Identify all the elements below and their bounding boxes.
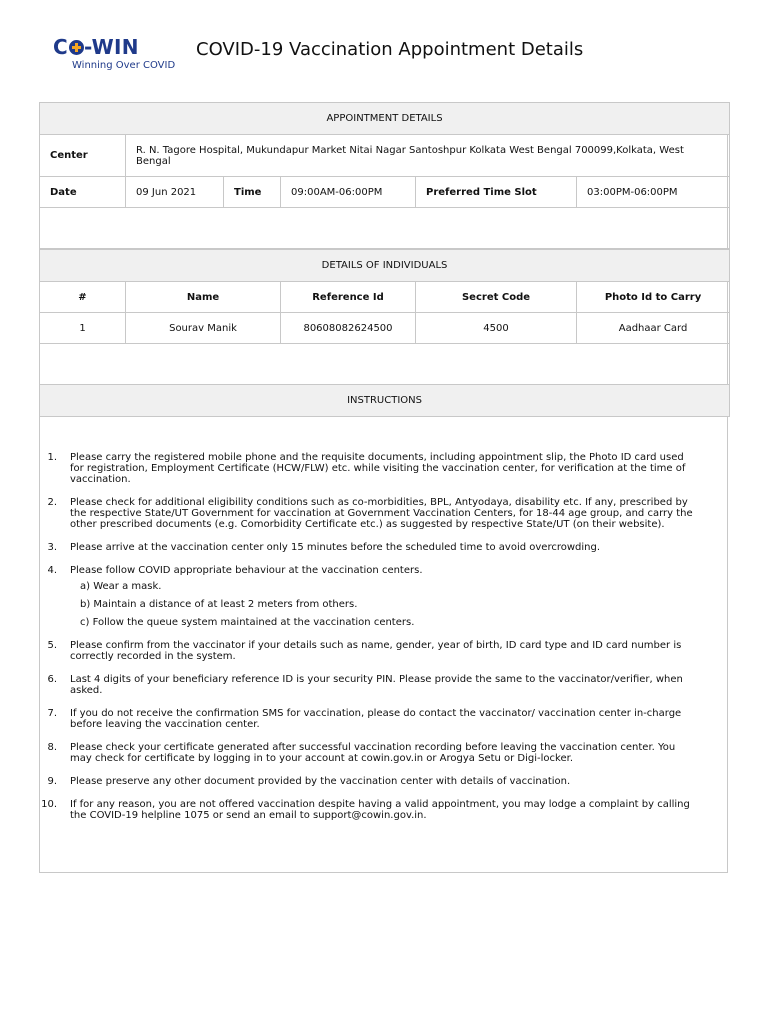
individuals-table <box>39 249 730 417</box>
sub-item: c) Follow the queue system maintained at the vaccination centers. <box>80 617 415 628</box>
list-item: 8. Please check your certificate generated after successful vaccination recording before leaving the vaccination center. You may check for certificate by logging in to your account at cowin.gov.in or Arogya Setu or Digi-locker. <box>47 742 676 764</box>
sub-item: a) Wear a mask. <box>80 581 162 592</box>
list-item: 7. If you do not receive the confirmation SMS for vaccination, please do contact the vaccinator/ vaccination center in-charge before leaving the vaccination center. <box>47 708 682 730</box>
time-label: Time <box>224 177 281 208</box>
list-item: 1. Please carry the registered mobile phone and the requisite documents, including appointment slip, the Photo ID card used for registration, Employment Certificate (HCW/FLW) etc. while visiting the vaccination center, for verification at the time of vaccination. <box>47 452 686 485</box>
col-header-name: Name <box>126 282 281 313</box>
page-title: COVID-19 Vaccination Appointment Details <box>196 39 584 60</box>
time-value: 09:00AM-06:00PM <box>281 177 416 208</box>
table-row <box>40 313 730 344</box>
col-header-reference-id: Reference Id <box>281 282 416 313</box>
date-label: Date <box>40 177 126 208</box>
plus-circle-icon <box>69 40 84 55</box>
individuals-section-title: DETAILS OF INDIVIDUALS <box>40 250 730 282</box>
instructions-list <box>39 452 729 833</box>
spacer-row <box>40 208 730 249</box>
row-reference-id: 80608082624500 <box>281 313 416 344</box>
logo-suffix: -WIN <box>83 35 139 59</box>
col-header-secret-code: Secret Code <box>416 282 577 313</box>
appointment-table <box>39 102 730 249</box>
col-header-photo-id: Photo Id to Carry <box>577 282 730 313</box>
date-value: 09 Jun 2021 <box>126 177 224 208</box>
row-number: 1 <box>40 313 126 344</box>
row-photo-id: Aadhaar Card <box>577 313 730 344</box>
row-secret-code: 4500 <box>416 313 577 344</box>
logo-wordmark <box>53 36 175 58</box>
list-item: 9. Please preserve any other document provided by the vaccination center with details of vaccination. <box>47 776 571 787</box>
col-header-number: # <box>40 282 126 313</box>
appointment-section-title: APPOINTMENT DETAILS <box>40 103 730 135</box>
cowin-logo <box>53 36 175 71</box>
instructions-section-title: INSTRUCTIONS <box>40 385 730 417</box>
logo-prefix: C <box>53 35 68 59</box>
list-item: 5. Please confirm from the vaccinator if your details such as name, gender, year of birth, ID card type and ID card number is correctly recorded in the system. <box>47 640 682 662</box>
slot-label: Preferred Time Slot <box>416 177 577 208</box>
logo-tagline: Winning Over COVID <box>72 60 176 71</box>
row-name: Sourav Manik <box>126 313 281 344</box>
center-label: Center <box>40 135 126 177</box>
list-item: 2. Please check for additional eligibility conditions such as co-morbidities, BPL, Antyodaya, disability etc. If any, prescribed by the respective State/UT Government for vaccination at Government Vaccination Centers, for 18-44 age group, and carry the other prescribed documents (e.g. Comorbidity Certificate etc.) as suggested by respective State/UT (on their website). <box>47 497 693 530</box>
center-value: R. N. Tagore Hospital, Mukundapur Market Nitai Nagar Santoshpur Kolkata West Bengal 700099,Kolkata, West Bengal <box>126 135 730 177</box>
list-item: 3. Please arrive at the vaccination center only 15 minutes before the scheduled time to avoid overcrowding. <box>47 542 601 553</box>
slot-value: 03:00PM-06:00PM <box>577 177 730 208</box>
list-item: 4. Please follow COVID appropriate behaviour at the vaccination centers. a) Wear a mask. b) Maintain a distance of at least 2 meters from others. c) Follow the queue system maintained at the vaccination centers. <box>39 565 729 628</box>
sub-list <box>70 581 699 628</box>
list-item: 10. If for any reason, you are not offered vaccination despite having a valid appointment, you may lodge a complaint by calling the COVID-19 helpline 1075 or send an email to support@cowin.gov.in. <box>41 799 690 821</box>
sub-item: b) Maintain a distance of at least 2 meters from others. <box>80 599 358 610</box>
spacer-row <box>40 344 730 385</box>
list-item: 6. Last 4 digits of your beneficiary reference ID is your security PIN. Please provide the same to the vaccinator/verifier, when asked. <box>47 674 683 696</box>
